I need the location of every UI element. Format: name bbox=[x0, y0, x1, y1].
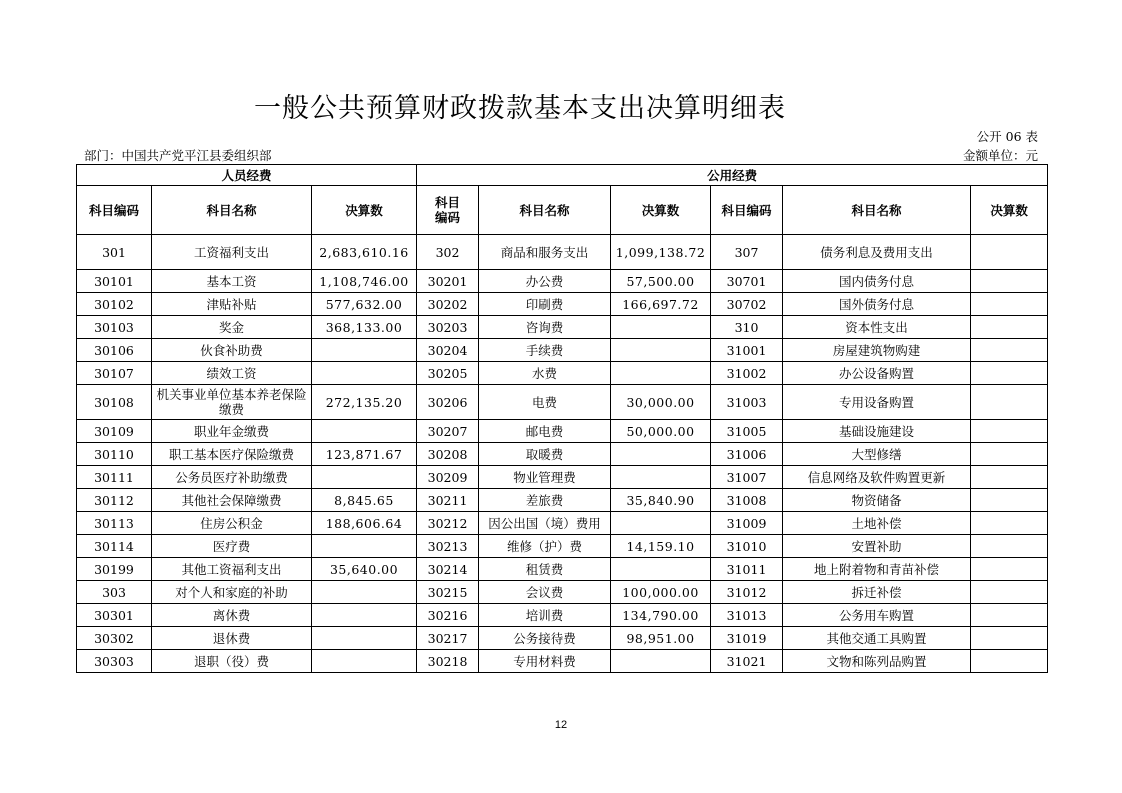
cell-name: 邮电费 bbox=[479, 420, 611, 443]
cell-code: 31007 bbox=[711, 466, 783, 489]
cell-name: 职工基本医疗保险缴费 bbox=[152, 443, 312, 466]
page-number: 12 bbox=[554, 719, 568, 731]
cell-code: 31019 bbox=[711, 627, 783, 650]
cell-code: 30216 bbox=[417, 604, 479, 627]
cell-code: 30102 bbox=[77, 293, 152, 316]
cell-name: 其他交通工具购置 bbox=[783, 627, 971, 650]
amount-unit-label: 金额单位：元 bbox=[962, 148, 1038, 163]
cell-code: 30702 bbox=[711, 293, 783, 316]
table-row bbox=[77, 512, 1048, 535]
table-row bbox=[77, 339, 1048, 362]
cell-amount bbox=[971, 535, 1048, 558]
cell-amount bbox=[971, 293, 1048, 316]
cell-name: 伙食补助费 bbox=[152, 339, 312, 362]
cell-amount: 57,500.00 bbox=[611, 270, 711, 293]
cell-amount bbox=[971, 627, 1048, 650]
cell-name: 拆迁补偿 bbox=[783, 581, 971, 604]
cell-name: 国内债务付息 bbox=[783, 270, 971, 293]
cell-code: 307 bbox=[711, 235, 783, 270]
cell-amount bbox=[312, 627, 417, 650]
cell-name: 文物和陈列品购置 bbox=[783, 650, 971, 673]
cell-name: 机关事业单位基本养老保险缴费 bbox=[152, 385, 312, 420]
cell-name: 医疗费 bbox=[152, 535, 312, 558]
cell-amount bbox=[611, 650, 711, 673]
cell-code: 31013 bbox=[711, 604, 783, 627]
cell-code: 30203 bbox=[417, 316, 479, 339]
cell-name: 公务员医疗补助缴费 bbox=[152, 466, 312, 489]
cell-amount bbox=[312, 362, 417, 385]
form-number: 公开 06 表 bbox=[976, 129, 1038, 144]
cell-amount bbox=[971, 581, 1048, 604]
table-row bbox=[77, 466, 1048, 489]
col-header-name: 科目名称 bbox=[479, 186, 611, 235]
cell-name: 办公费 bbox=[479, 270, 611, 293]
cell-code: 30303 bbox=[77, 650, 152, 673]
cell-code: 30103 bbox=[77, 316, 152, 339]
cell-code: 31003 bbox=[711, 385, 783, 420]
cell-amount bbox=[971, 489, 1048, 512]
cell-name: 退休费 bbox=[152, 627, 312, 650]
cell-code: 30207 bbox=[417, 420, 479, 443]
cell-code: 31021 bbox=[711, 650, 783, 673]
cell-name: 地上附着物和青苗补偿 bbox=[783, 558, 971, 581]
cell-name: 绩效工资 bbox=[152, 362, 312, 385]
table-row bbox=[77, 604, 1048, 627]
col-header-code: 科目编码 bbox=[711, 186, 783, 235]
cell-amount bbox=[312, 604, 417, 627]
cell-amount bbox=[971, 235, 1048, 270]
table-row bbox=[77, 316, 1048, 339]
cell-name: 印刷费 bbox=[479, 293, 611, 316]
cell-amount bbox=[312, 420, 417, 443]
group-header-public: 公用经费 bbox=[417, 165, 1048, 186]
cell-code: 30217 bbox=[417, 627, 479, 650]
cell-name: 取暖费 bbox=[479, 443, 611, 466]
cell-amount: 134,790.00 bbox=[611, 604, 711, 627]
cell-name: 退职（役）费 bbox=[152, 650, 312, 673]
table-row bbox=[77, 420, 1048, 443]
cell-code: 30701 bbox=[711, 270, 783, 293]
cell-amount bbox=[971, 512, 1048, 535]
cell-code: 31002 bbox=[711, 362, 783, 385]
col-header-code: 科目编码 bbox=[77, 186, 152, 235]
cell-name: 津贴补贴 bbox=[152, 293, 312, 316]
cell-amount bbox=[611, 339, 711, 362]
cell-name: 土地补偿 bbox=[783, 512, 971, 535]
cell-amount: 188,606.64 bbox=[312, 512, 417, 535]
cell-name: 安置补助 bbox=[783, 535, 971, 558]
cell-name: 国外债务付息 bbox=[783, 293, 971, 316]
cell-name: 商品和服务支出 bbox=[479, 235, 611, 270]
cell-name: 因公出国（境）费用 bbox=[479, 512, 611, 535]
cell-name: 职业年金缴费 bbox=[152, 420, 312, 443]
cell-name: 对个人和家庭的补助 bbox=[152, 581, 312, 604]
cell-name: 其他工资福利支出 bbox=[152, 558, 312, 581]
cell-amount: 14,159.10 bbox=[611, 535, 711, 558]
cell-amount: 50,000.00 bbox=[611, 420, 711, 443]
cell-amount bbox=[971, 385, 1048, 420]
cell-amount: 100,000.00 bbox=[611, 581, 711, 604]
cell-name: 奖金 bbox=[152, 316, 312, 339]
cell-amount: 35,640.00 bbox=[312, 558, 417, 581]
cell-code: 31006 bbox=[711, 443, 783, 466]
cell-code: 30109 bbox=[77, 420, 152, 443]
cell-amount: 577,632.00 bbox=[312, 293, 417, 316]
cell-amount bbox=[611, 466, 711, 489]
cell-name: 物资储备 bbox=[783, 489, 971, 512]
cell-amount bbox=[312, 339, 417, 362]
cell-code: 30111 bbox=[77, 466, 152, 489]
cell-code: 30302 bbox=[77, 627, 152, 650]
table-row bbox=[77, 293, 1048, 316]
cell-code: 30206 bbox=[417, 385, 479, 420]
cell-amount bbox=[312, 650, 417, 673]
col-header-code: 科目 编码 bbox=[417, 186, 479, 235]
cell-name: 物业管理费 bbox=[479, 466, 611, 489]
table-row bbox=[77, 385, 1048, 420]
cell-code: 30107 bbox=[77, 362, 152, 385]
col-header-amount: 决算数 bbox=[312, 186, 417, 235]
cell-name: 资本性支出 bbox=[783, 316, 971, 339]
cell-name: 维修（护）费 bbox=[479, 535, 611, 558]
cell-name: 基本工资 bbox=[152, 270, 312, 293]
table-row bbox=[77, 627, 1048, 650]
cell-name: 咨询费 bbox=[479, 316, 611, 339]
cell-name: 手续费 bbox=[479, 339, 611, 362]
col-header-amount: 决算数 bbox=[611, 186, 711, 235]
cell-amount: 368,133.00 bbox=[312, 316, 417, 339]
cell-name: 债务利息及费用支出 bbox=[783, 235, 971, 270]
cell-name: 大型修缮 bbox=[783, 443, 971, 466]
cell-name: 公务接待费 bbox=[479, 627, 611, 650]
cell-amount bbox=[611, 512, 711, 535]
cell-code: 30201 bbox=[417, 270, 479, 293]
cell-name: 离休费 bbox=[152, 604, 312, 627]
col-header-name: 科目名称 bbox=[783, 186, 971, 235]
cell-name: 基础设施建设 bbox=[783, 420, 971, 443]
cell-code: 30204 bbox=[417, 339, 479, 362]
cell-code: 30108 bbox=[77, 385, 152, 420]
cell-code: 31012 bbox=[711, 581, 783, 604]
table-row bbox=[77, 581, 1048, 604]
cell-name: 专用材料费 bbox=[479, 650, 611, 673]
cell-amount bbox=[611, 443, 711, 466]
table-row bbox=[77, 558, 1048, 581]
cell-amount: 98,951.00 bbox=[611, 627, 711, 650]
cell-name: 电费 bbox=[479, 385, 611, 420]
cell-amount bbox=[971, 443, 1048, 466]
cell-amount bbox=[971, 362, 1048, 385]
cell-name: 培训费 bbox=[479, 604, 611, 627]
cell-name: 专用设备购置 bbox=[783, 385, 971, 420]
cell-code: 30211 bbox=[417, 489, 479, 512]
cell-code: 310 bbox=[711, 316, 783, 339]
cell-code: 30101 bbox=[77, 270, 152, 293]
cell-name: 差旅费 bbox=[479, 489, 611, 512]
cell-name: 租赁费 bbox=[479, 558, 611, 581]
cell-code: 30301 bbox=[77, 604, 152, 627]
cell-amount: 35,840.90 bbox=[611, 489, 711, 512]
cell-amount bbox=[611, 362, 711, 385]
cell-name: 工资福利支出 bbox=[152, 235, 312, 270]
cell-amount bbox=[312, 535, 417, 558]
expenditure-table bbox=[76, 164, 1048, 673]
col-header-name: 科目名称 bbox=[152, 186, 312, 235]
table-row bbox=[77, 270, 1048, 293]
cell-amount: 123,871.67 bbox=[312, 443, 417, 466]
cell-amount bbox=[971, 558, 1048, 581]
cell-code: 30112 bbox=[77, 489, 152, 512]
cell-code: 31011 bbox=[711, 558, 783, 581]
cell-code: 30110 bbox=[77, 443, 152, 466]
cell-code: 30218 bbox=[417, 650, 479, 673]
cell-code: 31005 bbox=[711, 420, 783, 443]
table-row bbox=[77, 443, 1048, 466]
cell-name: 房屋建筑物购建 bbox=[783, 339, 971, 362]
cell-code: 303 bbox=[77, 581, 152, 604]
cell-amount bbox=[312, 581, 417, 604]
cell-amount: 272,135.20 bbox=[312, 385, 417, 420]
cell-amount bbox=[971, 604, 1048, 627]
cell-amount bbox=[971, 316, 1048, 339]
cell-amount: 1,099,138.72 bbox=[611, 235, 711, 270]
cell-code: 30199 bbox=[77, 558, 152, 581]
cell-amount bbox=[312, 466, 417, 489]
cell-amount: 2,683,610.16 bbox=[312, 235, 417, 270]
cell-name: 信息网络及软件购置更新 bbox=[783, 466, 971, 489]
cell-name: 水费 bbox=[479, 362, 611, 385]
cell-amount bbox=[971, 420, 1048, 443]
table-row bbox=[77, 535, 1048, 558]
cell-code: 301 bbox=[77, 235, 152, 270]
cell-code: 30208 bbox=[417, 443, 479, 466]
cell-amount bbox=[611, 558, 711, 581]
cell-code: 31009 bbox=[711, 512, 783, 535]
cell-code: 31010 bbox=[711, 535, 783, 558]
cell-amount: 1,108,746.00 bbox=[312, 270, 417, 293]
cell-code: 30209 bbox=[417, 466, 479, 489]
cell-code: 30205 bbox=[417, 362, 479, 385]
cell-amount: 166,697.72 bbox=[611, 293, 711, 316]
cell-code: 30113 bbox=[77, 512, 152, 535]
col-header-amount: 决算数 bbox=[971, 186, 1048, 235]
cell-code: 30202 bbox=[417, 293, 479, 316]
cell-name: 公务用车购置 bbox=[783, 604, 971, 627]
cell-amount bbox=[971, 650, 1048, 673]
table-row bbox=[77, 362, 1048, 385]
cell-name: 会议费 bbox=[479, 581, 611, 604]
cell-code: 30106 bbox=[77, 339, 152, 362]
cell-name: 办公设备购置 bbox=[783, 362, 971, 385]
table-row bbox=[77, 650, 1048, 673]
table-row bbox=[77, 489, 1048, 512]
cell-name: 住房公积金 bbox=[152, 512, 312, 535]
table-row bbox=[77, 235, 1048, 270]
cell-amount: 8,845.65 bbox=[312, 489, 417, 512]
cell-amount bbox=[611, 316, 711, 339]
cell-amount: 30,000.00 bbox=[611, 385, 711, 420]
cell-code: 30214 bbox=[417, 558, 479, 581]
cell-code: 30212 bbox=[417, 512, 479, 535]
cell-code: 302 bbox=[417, 235, 479, 270]
cell-amount bbox=[971, 339, 1048, 362]
cell-code: 31001 bbox=[711, 339, 783, 362]
cell-code: 31008 bbox=[711, 489, 783, 512]
cell-code: 30213 bbox=[417, 535, 479, 558]
cell-name: 其他社会保障缴费 bbox=[152, 489, 312, 512]
cell-code: 30215 bbox=[417, 581, 479, 604]
cell-amount bbox=[971, 466, 1048, 489]
page-title: 一般公共预算财政拨款基本支出决算明细表 bbox=[254, 93, 786, 124]
cell-amount bbox=[971, 270, 1048, 293]
department-label: 部门：中国共产党平江县委组织部 bbox=[84, 148, 272, 163]
group-header-personnel: 人员经费 bbox=[77, 165, 417, 186]
cell-code: 30114 bbox=[77, 535, 152, 558]
